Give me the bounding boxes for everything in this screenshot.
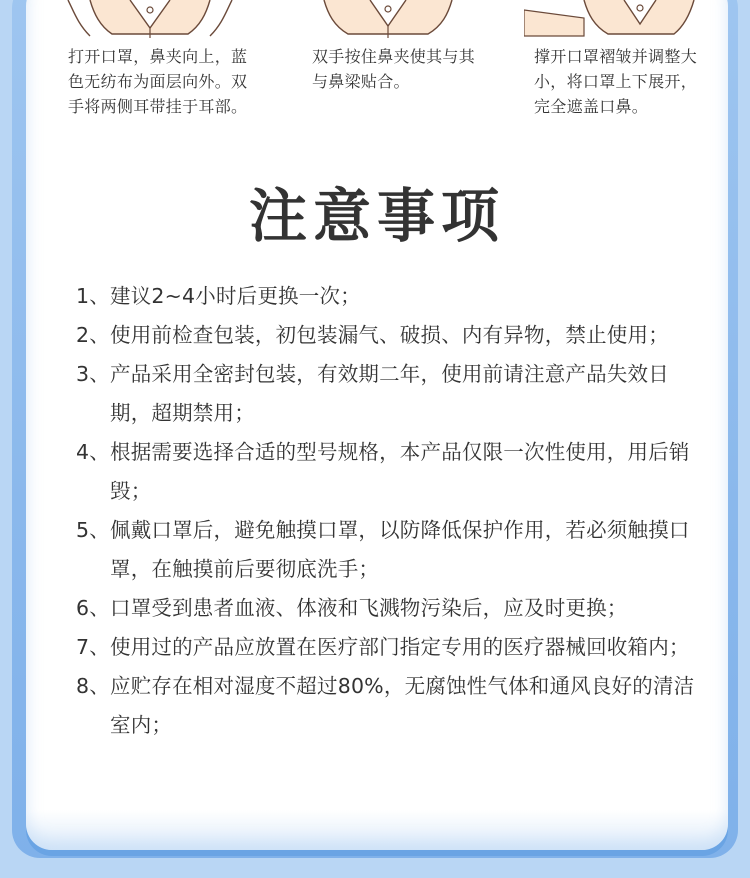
step-3-illustration <box>524 0 704 38</box>
precaution-number: 3、 <box>76 362 110 386</box>
precaution-item <box>76 667 696 745</box>
precaution-text: 佩戴口罩后，避免触摸口罩，以防降低保护作用，若必须触摸口罩，在触摸前后要彻底洗手； <box>110 518 690 581</box>
precaution-number: 2、 <box>76 323 110 347</box>
precaution-text: 使用过的产品应放置在医疗部门指定专用的医疗器械回收箱内； <box>110 635 690 659</box>
precaution-item <box>76 433 696 511</box>
precaution-text: 口罩受到患者血液、体液和飞溅物污染后，应及时更换； <box>110 596 628 620</box>
precaution-text: 使用前检查包装，初包装漏气、破损、内有异物，禁止使用； <box>110 323 669 347</box>
precaution-text: 建议2~4小时后更换一次； <box>110 284 361 308</box>
precaution-item <box>76 628 696 667</box>
precaution-number: 8、 <box>76 674 110 698</box>
step-2-illustration <box>298 0 478 38</box>
precaution-number: 4、 <box>76 440 110 464</box>
step-2-caption: 双手按住鼻夹使其与其与鼻梁贴合。 <box>312 47 476 91</box>
step-1-caption: 打开口罩，鼻夹向上，蓝色无纺布为面层向外。双手将两侧耳带挂于耳部。 <box>68 47 248 116</box>
precaution-text: 应贮存在相对湿度不超过80%，无腐蚀性气体和通风良好的清洁室内； <box>110 674 695 737</box>
precaution-number: 6、 <box>76 596 110 620</box>
precaution-number: 7、 <box>76 635 110 659</box>
precaution-item <box>76 511 696 589</box>
precaution-number: 5、 <box>76 518 110 542</box>
precaution-item <box>76 355 696 433</box>
step-3-caption: 撑开口罩褶皱并调整大小，将口罩上下展开，完全遮盖口鼻。 <box>534 47 698 116</box>
precaution-text: 产品采用全密封包装，有效期二年，使用前请注意产品失效日期，超期禁用； <box>110 362 669 425</box>
precaution-text: 根据需要选择合适的型号规格，本产品仅限一次性使用，用后销毁； <box>110 440 690 503</box>
precaution-item <box>76 277 696 316</box>
precaution-number: 1、 <box>76 284 110 308</box>
precautions-list <box>76 277 696 745</box>
content-card <box>26 0 728 850</box>
section-heading: 注意事项 <box>248 182 505 250</box>
step-1-illustration <box>60 0 240 38</box>
precaution-item <box>76 589 696 628</box>
precaution-item <box>76 316 696 355</box>
